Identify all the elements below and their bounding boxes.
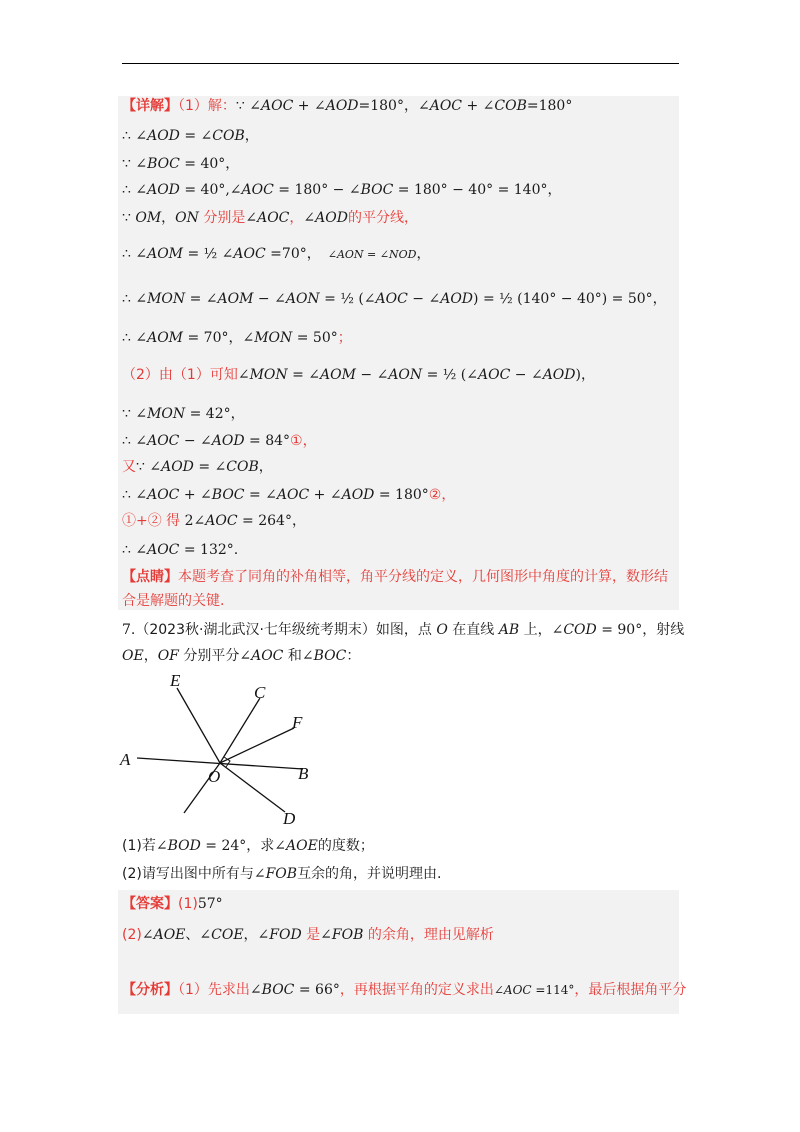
label-C: C [254, 683, 266, 702]
comment-line-1: 【点睛】本题考查了同角的补角相等，角平分线的定义，几何图形中角度的计算，数形结 [122, 569, 668, 585]
label-E: E [170, 671, 181, 690]
label-D: D [283, 809, 296, 828]
solution-line-7: ∴ ∠MON = ∠AOM − ∠AON = ½ (∠AOC − ∠AOD) = ½ (140° − 40°) = 50°， [122, 291, 667, 307]
label-B: B [298, 764, 309, 783]
solution-line-8: ∴ ∠AOM = 70°，∠MON = 50°； [122, 330, 352, 346]
question-stem-1: 7.（2023秋·湖北武汉·七年级统考期末）如图，点 O 在直线 AB 上，∠COD = 90°，射线 [122, 622, 685, 638]
solution-line-9: （2）由（1）可知∠MON = ∠AOM − ∠AON = ½ (∠AOC − ∠AOD)， [122, 367, 595, 383]
question-part-2: (2)请写出图中所有与∠FOB互余的角，并说明理由. [122, 866, 442, 882]
solution-line-3: ∵ ∠BOC = 40°， [122, 156, 240, 172]
ray-OD [220, 763, 285, 812]
label-F: F [292, 713, 303, 732]
label-A: A [120, 750, 131, 769]
comment-line-2: 合是解题的关键. [122, 593, 225, 609]
solution-line-12: 又∵ ∠AOD = ∠COB， [122, 459, 273, 475]
solution-line-10: ∵ ∠MON = 42°， [122, 406, 245, 422]
analysis-line-1: 【分析】（1）先求出∠BOC = 66°，再根据平角的定义求出∠AOC =114°，最后根据角平分 [122, 982, 687, 998]
solution-line-13: ∴ ∠AOC + ∠BOC = ∠AOC + ∠AOD = 180°②， [122, 487, 456, 503]
solution-line-1: 【详解】（1）解：∵ ∠AOC + ∠AOD=180°，∠AOC + ∠COB=180° [122, 98, 573, 114]
question-part-1: (1)若∠BOD = 24°，求∠AOE的度数； [122, 838, 374, 854]
solution-line-11: ∴ ∠AOC − ∠AOD = 84°①， [122, 433, 317, 449]
label-O: O [208, 767, 221, 786]
solution-line-6: ∴ ∠AOM = ½ ∠AOC =70°， ∠AON = ∠NOD， [122, 246, 431, 262]
solution-line-14: ①+② 得 2∠AOC = 264°， [122, 513, 306, 529]
ray-OE [177, 688, 220, 763]
solution-line-2: ∴ ∠AOD = ∠COB， [122, 128, 259, 144]
geometry-figure [118, 668, 338, 828]
answer-line-2: (2)∠AOE、∠COE，∠FOD 是∠FOB 的余角，理由见解析 [122, 927, 494, 943]
header-rule [122, 63, 679, 64]
solution-line-15: ∴ ∠AOC = 132°. [122, 542, 239, 558]
solution-line-5: ∵ OM，ON 分别是∠AOC，∠AOD的平分线， [122, 210, 418, 226]
answer-line-1: 【答案】(1)57° [122, 896, 223, 912]
solution-line-4: ∴ ∠AOD = 40°,∠AOC = 180° − ∠BOC = 180° − 40° = 140°， [122, 182, 562, 198]
question-stem-2: OE，OF 分别平分∠AOC 和∠BOC： [122, 648, 361, 664]
